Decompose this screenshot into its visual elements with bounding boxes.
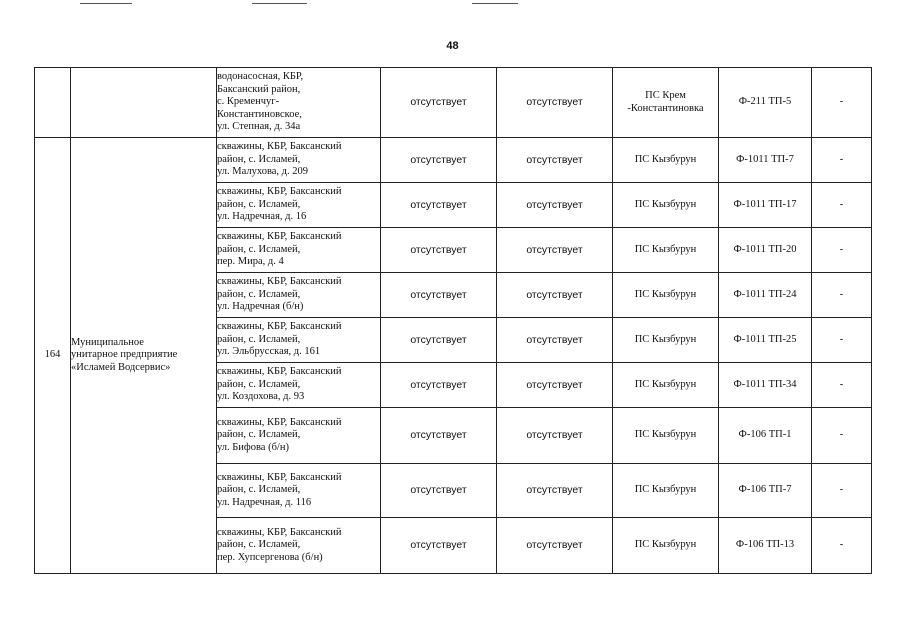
last-column-cell: - <box>812 183 872 228</box>
data-table <box>34 67 872 574</box>
status-cell-b: отсутствует <box>497 408 613 464</box>
feeder-cell: Ф-106 ТП-13 <box>719 518 812 574</box>
status-cell-a: отсутствует <box>381 68 497 138</box>
substation-cell-line: ПС Крем <box>645 90 686 101</box>
address-cell-line: пер. Хупсергенова (б/н) <box>217 551 323 563</box>
status-cell-b: отсутствует <box>497 363 613 408</box>
status-cell-a: отсутствует <box>381 318 497 363</box>
status-cell-b: отсутствует <box>497 464 613 518</box>
substation-cell-line: ПС Кызбурун <box>634 288 697 300</box>
address-cell-line: район, с. Исламей, <box>217 378 301 390</box>
organization-cell-line: Муниципальное <box>71 336 144 348</box>
address-cell <box>217 228 381 273</box>
header-rule-2 <box>252 3 307 4</box>
page-number: 48 <box>446 40 459 52</box>
feeder-cell: Ф-1011 ТП-24 <box>719 273 812 318</box>
feeder-cell: Ф-1011 ТП-34 <box>719 363 812 408</box>
address-cell <box>217 138 381 183</box>
address-cell-line: водонасосная, КБР, <box>217 71 304 83</box>
address-cell-line: ул. Бифова (б/н) <box>217 441 289 453</box>
address-cell <box>217 68 381 138</box>
address-cell-line: скважины, КБР, Баксанский <box>217 526 342 538</box>
address-cell-line: ул. Надречная (б/н) <box>217 301 304 313</box>
address-cell-line: ул. Эльбрусская, д. 161 <box>217 346 321 358</box>
status-cell-a: отсутствует <box>381 138 497 183</box>
status-cell-b: отсутствует <box>497 228 613 273</box>
organization-cell-line: унитарное предприятие <box>71 349 178 361</box>
last-column-cell: - <box>812 464 872 518</box>
substation-cell <box>613 408 719 464</box>
substation-cell <box>613 68 719 138</box>
address-cell-line: ул. Коздохова, д. 93 <box>217 391 305 403</box>
status-cell-a: отсутствует <box>381 228 497 273</box>
address-cell-line: скважины, КБР, Баксанский <box>217 141 342 153</box>
address-cell-line: скважины, КБР, Баксанский <box>217 471 342 483</box>
last-column-cell: - <box>812 318 872 363</box>
address-cell <box>217 464 381 518</box>
last-column-cell: - <box>812 68 872 138</box>
address-cell-line: район, с. Исламей, <box>217 484 301 496</box>
substation-cell-line: -Константиновка <box>627 102 704 114</box>
feeder-cell: Ф-1011 ТП-7 <box>719 138 812 183</box>
status-cell-a: отсутствует <box>381 408 497 464</box>
status-cell-b: отсутствует <box>497 518 613 574</box>
address-cell-line: скважины, КБР, Баксанский <box>217 366 342 378</box>
substation-cell-line: ПС Кызбурун <box>634 539 697 551</box>
address-cell-line: район, с. Исламей, <box>217 539 301 551</box>
status-cell-b: отсутствует <box>497 68 613 138</box>
substation-cell-line: ПС Кызбурун <box>634 333 697 345</box>
address-cell-line: скважины, КБР, Баксанский <box>217 416 342 428</box>
substation-cell <box>613 273 719 318</box>
last-column-cell: - <box>812 138 872 183</box>
substation-cell <box>613 138 719 183</box>
last-column-cell: - <box>812 408 872 464</box>
prev-org-cell <box>71 68 217 138</box>
substation-cell <box>613 318 719 363</box>
substation-cell-line: ПС Кызбурун <box>634 153 697 165</box>
substation-cell <box>613 183 719 228</box>
address-cell <box>217 363 381 408</box>
address-cell-line: скважины, КБР, Баксанский <box>217 231 342 243</box>
substation-cell-line: ПС Кызбурун <box>634 198 697 210</box>
feeder-cell: Ф-1011 ТП-20 <box>719 228 812 273</box>
status-cell-b: отсутствует <box>497 183 613 228</box>
address-cell <box>217 518 381 574</box>
table-row <box>35 68 872 138</box>
address-cell-line: скважины, КБР, Баксанский <box>217 276 342 288</box>
status-cell-a: отсутствует <box>381 273 497 318</box>
header-rule-3 <box>472 3 518 4</box>
table-row <box>35 138 872 183</box>
address-cell <box>217 273 381 318</box>
address-cell-line: ул. Степная, д. 34а <box>217 121 301 133</box>
address-cell-line: ул. Надречная, д. 116 <box>217 496 312 508</box>
last-column-cell: - <box>812 363 872 408</box>
feeder-cell: Ф-106 ТП-7 <box>719 464 812 518</box>
status-cell-b: отсутствует <box>497 138 613 183</box>
address-cell-line: пер. Мира, д. 4 <box>217 256 284 268</box>
address-cell-line: скважины, КБР, Баксанский <box>217 321 342 333</box>
substation-cell-line: ПС Кызбурун <box>634 378 697 390</box>
feeder-cell: Ф-1011 ТП-25 <box>719 318 812 363</box>
substation-cell <box>613 363 719 408</box>
organization-cell-line: «Исламей Водсервис» <box>71 361 171 373</box>
address-cell-line: район, с. Исламей, <box>217 198 301 210</box>
status-cell-b: отсутствует <box>497 318 613 363</box>
organization-cell <box>71 138 217 574</box>
last-column-cell: - <box>812 518 872 574</box>
address-cell <box>217 408 381 464</box>
address-cell-line: ул. Малухова, д. 209 <box>217 166 309 178</box>
prev-number-cell <box>35 68 71 138</box>
last-column-cell: - <box>812 228 872 273</box>
row-number-cell: 164 <box>35 138 71 574</box>
address-cell-line: скважины, КБР, Баксанский <box>217 186 342 198</box>
substation-cell-line: ПС Кызбурун <box>634 429 697 441</box>
address-cell-line: Баксанский район, <box>217 83 301 95</box>
address-cell <box>217 318 381 363</box>
substation-cell <box>613 464 719 518</box>
status-cell-a: отсутствует <box>381 464 497 518</box>
address-cell-line: с. Кременчуг- <box>217 96 280 108</box>
feeder-cell: Ф-106 ТП-1 <box>719 408 812 464</box>
header-rule-1 <box>80 3 132 4</box>
substation-cell <box>613 518 719 574</box>
last-column-cell: - <box>812 273 872 318</box>
address-cell-line: район, с. Исламей, <box>217 429 301 441</box>
status-cell-a: отсутствует <box>381 363 497 408</box>
address-cell-line: ул. Надречная, д. 16 <box>217 211 307 223</box>
status-cell-a: отсутствует <box>381 183 497 228</box>
address-cell-line: район, с. Исламей, <box>217 153 301 165</box>
address-cell-line: район, с. Исламей, <box>217 243 301 255</box>
feeder-cell: Ф-211 ТП-5 <box>719 68 812 138</box>
feeder-cell: Ф-1011 ТП-17 <box>719 183 812 228</box>
address-cell-line: Константиновское, <box>217 108 302 120</box>
substation-cell-line: ПС Кызбурун <box>634 484 697 496</box>
address-cell-line: район, с. Исламей, <box>217 288 301 300</box>
status-cell-b: отсутствует <box>497 273 613 318</box>
substation-cell <box>613 228 719 273</box>
substation-cell-line: ПС Кызбурун <box>634 243 697 255</box>
address-cell <box>217 183 381 228</box>
address-cell-line: район, с. Исламей, <box>217 333 301 345</box>
status-cell-a: отсутствует <box>381 518 497 574</box>
